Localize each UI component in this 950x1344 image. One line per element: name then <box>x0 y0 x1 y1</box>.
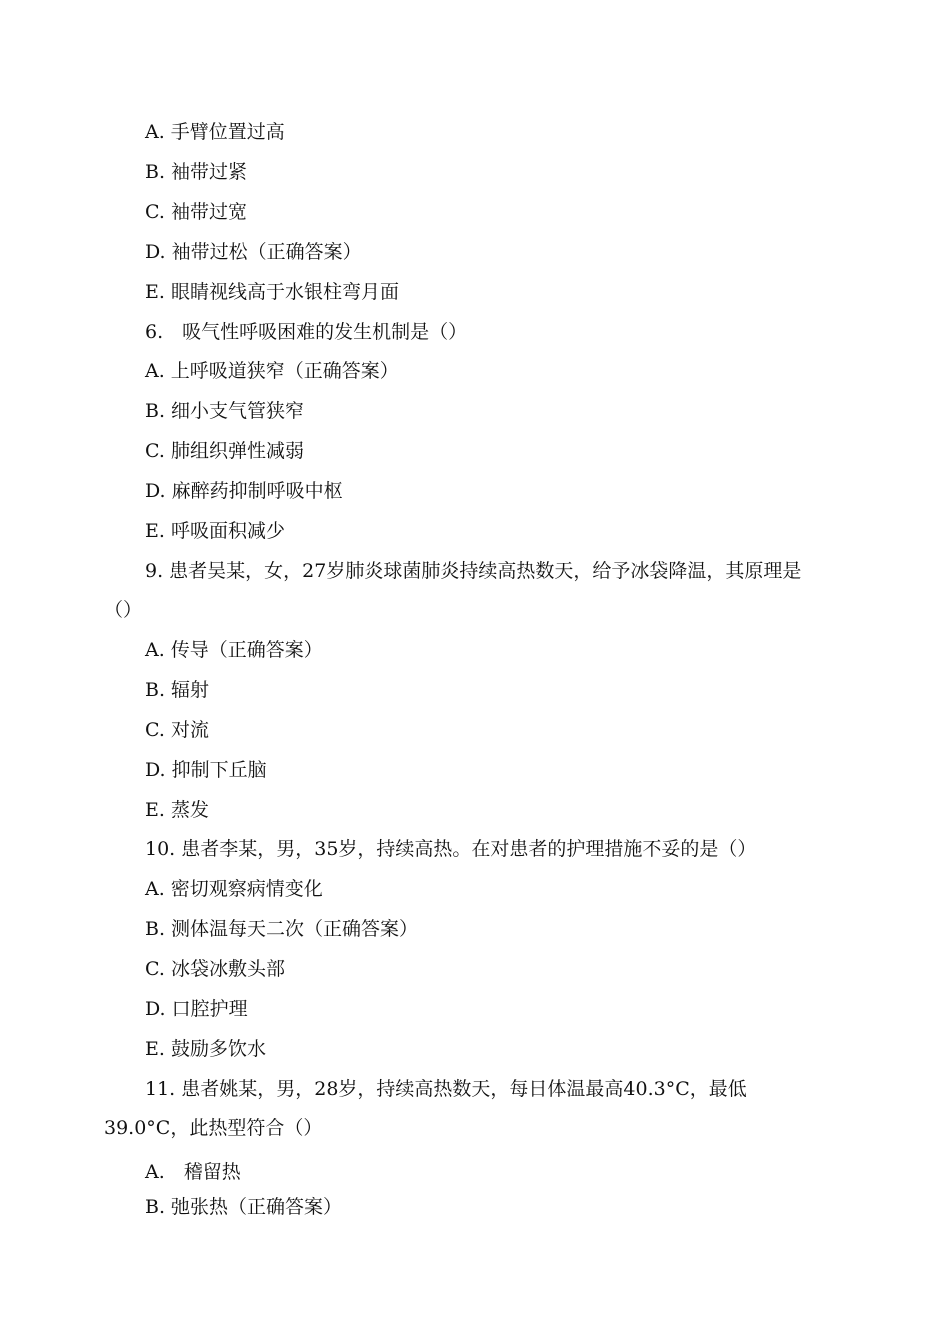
option-6e: E. 呼吸面积减少 <box>145 520 285 542</box>
option-10c: C. 冰袋冰敷头部 <box>145 958 285 980</box>
option-d-cuff-too-loose-correct: D. 袖带过松（正确答案） <box>145 241 362 263</box>
option-c-cuff-too-wide: C. 袖带过宽 <box>145 201 247 223</box>
question-11: 11. 患者姚某，男，28岁，持续高热数天，每日体温最高40.3°C，最低 <box>145 1078 747 1100</box>
question-11-continued: 39.0°C，此热型符合（） <box>104 1117 323 1139</box>
option-9b: B. 辐射 <box>145 679 210 701</box>
option-6d: D. 麻醉药抑制呼吸中枢 <box>145 480 343 502</box>
option-10a: A. 密切观察病情变化 <box>145 878 323 900</box>
option-9a-correct: A. 传导（正确答案） <box>145 639 323 661</box>
option-11a: A. 稽留热 <box>145 1161 241 1183</box>
option-9e: E. 蒸发 <box>145 799 209 821</box>
question-9-continued: （） <box>104 599 143 621</box>
option-9c: C. 对流 <box>145 719 209 741</box>
option-6b: B. 细小支气管狭窄 <box>145 400 305 422</box>
option-a-arm-too-high: A. 手臂位置过高 <box>145 121 285 143</box>
option-9d: D. 抑制下丘脑 <box>145 759 267 781</box>
question-6: 6. 吸气性呼吸困难的发生机制是（） <box>145 321 468 343</box>
option-10d: D. 口腔护理 <box>145 998 248 1020</box>
option-6a-correct: A. 上呼吸道狭窄（正确答案） <box>145 360 399 382</box>
option-b-cuff-too-tight: B. 袖带过紧 <box>145 161 248 183</box>
option-6c: C. 肺组织弹性减弱 <box>145 440 304 462</box>
option-10b-correct: B. 测体温每天二次（正确答案） <box>145 918 419 940</box>
option-e-eye-above-meniscus: E. 眼睛视线高于水银柱弯月面 <box>145 281 399 303</box>
question-9: 9. 患者吴某，女，27岁肺炎球菌肺炎持续高热数天，给予冰袋降温，其原理是 <box>145 560 802 582</box>
option-11b-correct: B. 弛张热（正确答案） <box>145 1196 343 1218</box>
question-10: 10. 患者李某，男，35岁，持续高热。在对患者的护理措施不妥的是（） <box>145 838 757 860</box>
option-10e: E. 鼓励多饮水 <box>145 1038 266 1060</box>
